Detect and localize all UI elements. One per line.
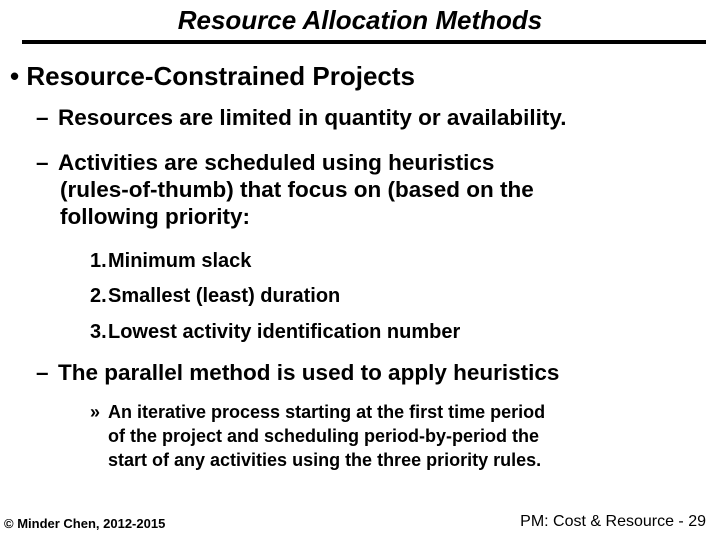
main-bullet: • Resource-Constrained Projects [10, 61, 415, 91]
detail-text-line3: start of any activities using the three priority rules. [108, 450, 542, 470]
priority-item [90, 284, 340, 308]
sub-bullet-text-line3: following priority: [60, 204, 250, 229]
title-underline [22, 40, 706, 44]
priority-text: Smallest (least) duration [108, 285, 341, 307]
sub-bullet-resources [36, 104, 567, 131]
priority-item [90, 320, 460, 344]
detail-bullet [90, 400, 545, 472]
sub-bullet-text: Activities are scheduled using heuristics [58, 150, 495, 175]
priority-item [90, 249, 251, 273]
chevron-marker: » [90, 402, 101, 422]
sub-bullet-text: The parallel method is used to apply heuristics [58, 360, 560, 385]
priority-text: Lowest activity identification number [108, 321, 461, 343]
detail-text: An iterative process starting at the first time period [108, 402, 546, 422]
dash-marker: – [36, 360, 49, 385]
priority-number: 1. [90, 250, 107, 272]
sub-bullet-text: Resources are limited in quantity or availability. [58, 105, 567, 130]
priority-text: Minimum slack [108, 250, 252, 272]
detail-text-line2: of the project and scheduling period-by-period the [108, 426, 540, 446]
footer-copyright: © Minder Chen, 2012-2015 [4, 516, 166, 531]
sub-bullet-activities [36, 149, 534, 230]
priority-number: 2. [90, 285, 107, 307]
sub-bullet-text-line2: (rules-of-thumb) that focus on (based on the [60, 177, 534, 202]
dash-marker: – [36, 105, 49, 130]
dash-marker: – [36, 150, 49, 175]
slide-title: Resource Allocation Methods [177, 5, 543, 35]
sub-bullet-parallel [36, 359, 559, 386]
footer-page-label: PM: Cost & Resource - 29 [520, 513, 706, 530]
priority-number: 3. [90, 321, 107, 343]
